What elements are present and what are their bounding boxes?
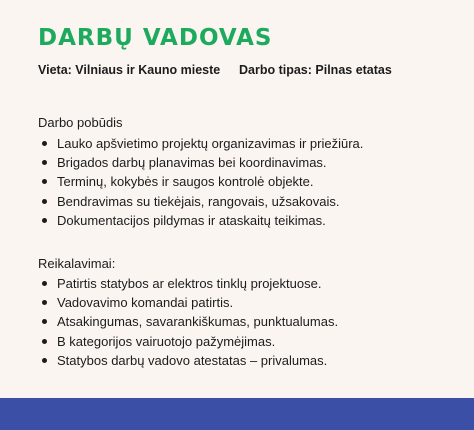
list-item-text: Vadovavimo komandai patirtis. xyxy=(57,295,234,311)
job-type-label: Darbo tipas: Pilnas etatas xyxy=(239,63,392,77)
bullet-icon xyxy=(42,281,47,286)
duties-list xyxy=(42,134,363,230)
list-item-text: Patirtis statybos ar elektros tinklų projektuose. xyxy=(57,276,322,291)
bullet-icon xyxy=(42,199,47,204)
bullet-icon xyxy=(42,339,47,344)
bullet-icon xyxy=(42,218,47,223)
list-item-text: Brigados darbų planavimas bei koordinavimas. xyxy=(57,155,327,171)
list-item xyxy=(42,192,363,211)
list-item-text: Atsakingumas, savarankiškumas, punktualumas. xyxy=(57,314,339,330)
list-item-text: Statybos darbų vadovo atestatas – privalumas. xyxy=(57,352,328,368)
bullet-icon xyxy=(42,179,47,184)
bullet-icon xyxy=(42,319,47,324)
requirements-heading: Reikalavimai: xyxy=(38,256,116,271)
list-item xyxy=(42,134,363,153)
list-item xyxy=(42,211,363,230)
list-item-text: Bendravimas su tiekėjais, rangovais, užsakovais. xyxy=(57,193,340,209)
list-item-text: B kategorijos vairuotojo pažymėjimas. xyxy=(57,333,276,349)
page-title: DARBŲ VADOVAS xyxy=(38,25,273,51)
bullet-icon xyxy=(42,160,47,165)
list-item-text: Dokumentacijos pildymas ir ataskaitų teikimas. xyxy=(57,212,326,228)
duties-heading: Darbo pobūdis xyxy=(38,115,123,130)
bullet-icon xyxy=(42,358,47,363)
list-item xyxy=(42,332,338,351)
location-label: Vieta: Vilniaus ir Kauno mieste xyxy=(38,63,221,77)
footer-bar xyxy=(0,398,474,430)
requirements-list xyxy=(42,274,338,370)
list-item xyxy=(42,274,338,293)
list-item-text: Lauko apšvietimo projektų organizavimas ir priežiūra. xyxy=(57,136,364,151)
bullet-icon xyxy=(42,300,47,305)
list-item xyxy=(42,312,338,331)
list-item xyxy=(42,293,338,312)
list-item xyxy=(42,351,338,370)
bullet-icon xyxy=(42,141,47,146)
list-item-text: Terminų, kokybės ir saugos kontrolė objekte. xyxy=(57,174,314,190)
list-item xyxy=(42,172,363,191)
list-item xyxy=(42,153,363,172)
